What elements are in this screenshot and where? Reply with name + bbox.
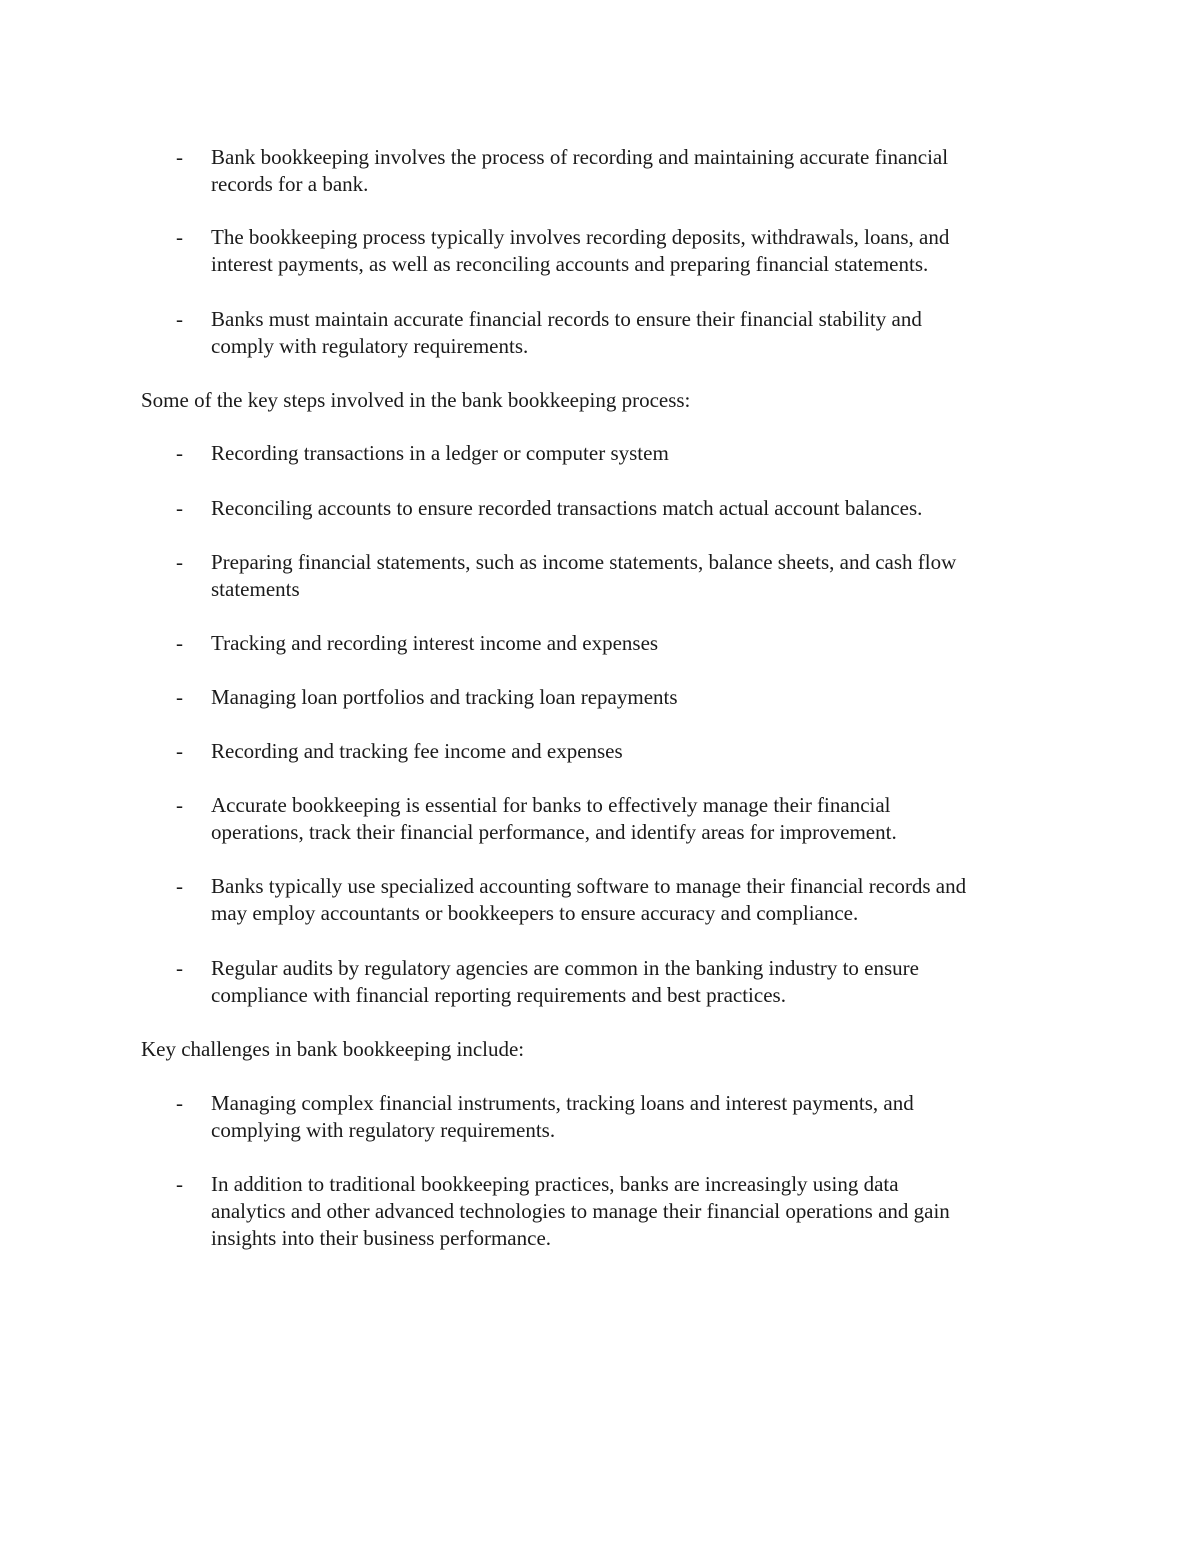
bullet-line: may employ accountants or bookkeepers to ensure accuracy and compliance. xyxy=(211,901,859,925)
bullet-line: Recording transactions in a ledger or computer system xyxy=(211,441,669,465)
bullet-dash: - xyxy=(176,956,183,980)
bullet-line: operations, track their financial performance, and identify areas for improvement. xyxy=(211,820,897,844)
bullet-dash: - xyxy=(176,793,183,817)
bullet-text xyxy=(211,144,1066,198)
bullet-line: insights into their business performance. xyxy=(211,1226,552,1250)
bullet-dash: - xyxy=(176,1091,183,1115)
bullet-text xyxy=(211,1171,1066,1252)
bullet-line: compliance with financial reporting requirements and best practices. xyxy=(211,983,786,1007)
bullet-text xyxy=(211,224,1066,278)
bullet-line: Bank bookkeeping involves the process of recording and maintaining accurate financial xyxy=(211,145,949,169)
bullet-dash: - xyxy=(176,307,183,331)
bullet-line: The bookkeeping process typically involves recording deposits, withdrawals, loans, and xyxy=(211,225,950,249)
bullet-line: Managing complex financial instruments, tracking loans and interest payments, and xyxy=(211,1091,914,1115)
bullet-dash: - xyxy=(176,739,183,763)
bullet-dash: - xyxy=(176,496,183,520)
bullet-line: Regular audits by regulatory agencies are common in the banking industry to ensure xyxy=(211,956,919,980)
bullet-dash: - xyxy=(176,874,183,898)
bullet-line: In addition to traditional bookkeeping practices, banks are increasingly using data xyxy=(211,1172,899,1196)
bullet-text xyxy=(211,440,1066,467)
bullet-line: interest payments, as well as reconciling accounts and preparing financial statements. xyxy=(211,252,929,276)
challenges-heading: Key challenges in bank bookkeeping include: xyxy=(141,1037,525,1061)
bullet-dash: - xyxy=(176,550,183,574)
bullet-text xyxy=(211,684,1066,711)
bullet-dash: - xyxy=(176,441,183,465)
bullet-text xyxy=(211,549,1066,603)
bullet-line: Accurate bookkeeping is essential for banks to effectively manage their financial xyxy=(211,793,891,817)
bullet-line: Managing loan portfolios and tracking loan repayments xyxy=(211,685,678,709)
bullet-line: Recording and tracking fee income and expenses xyxy=(211,739,623,763)
bullet-line: Reconciling accounts to ensure recorded transactions match actual account balances. xyxy=(211,496,923,520)
bullet-line: comply with regulatory requirements. xyxy=(211,334,529,358)
bullet-line: complying with regulatory requirements. xyxy=(211,1118,556,1142)
bullet-text xyxy=(211,306,1066,360)
bullet-line: records for a bank. xyxy=(211,172,369,196)
bullet-line: statements xyxy=(211,577,300,601)
bullet-dash: - xyxy=(176,145,183,169)
bullet-text xyxy=(211,792,1066,846)
bullet-line: analytics and other advanced technologies to manage their financial operations and gain xyxy=(211,1199,950,1223)
steps-heading: Some of the key steps involved in the bank bookkeeping process: xyxy=(141,388,691,412)
bullet-dash: - xyxy=(176,685,183,709)
bullet-line: Preparing financial statements, such as income statements, balance sheets, and cash flow xyxy=(211,550,957,574)
bullet-dash: - xyxy=(176,631,183,655)
bullet-line: Banks must maintain accurate financial records to ensure their financial stability and xyxy=(211,307,922,331)
bullet-text xyxy=(211,630,1066,657)
bullet-text xyxy=(211,873,1066,927)
bullet-text xyxy=(211,495,1066,522)
bullet-line: Tracking and recording interest income and expenses xyxy=(211,631,659,655)
bullet-dash: - xyxy=(176,1172,183,1196)
bullet-dash: - xyxy=(176,225,183,249)
bullet-text xyxy=(211,1090,1066,1144)
bullet-text xyxy=(211,738,1066,765)
bullet-text xyxy=(211,955,1066,1009)
bullet-line: Banks typically use specialized accounting software to manage their financial records and xyxy=(211,874,967,898)
